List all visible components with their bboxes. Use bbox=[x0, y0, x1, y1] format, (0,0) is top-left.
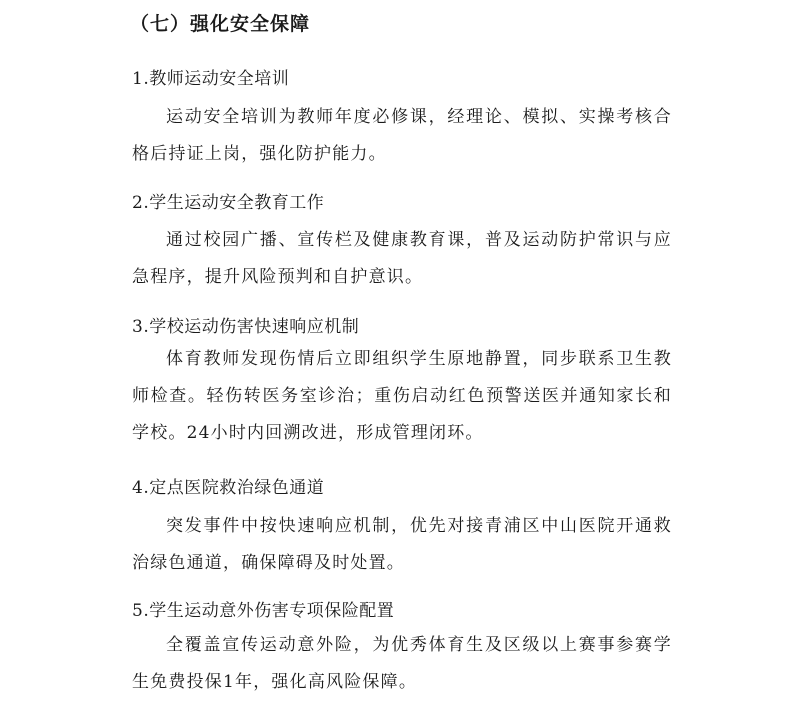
item-body-4: 突发事件中按快速响应机制，优先对接青浦区中山医院开通救治绿色通道，确保障碍及时处置。 bbox=[132, 516, 672, 573]
item-title-1: 1.教师运动安全培训 bbox=[132, 69, 290, 89]
item-body-1: 运动安全培训为教师年度必修课，经理论、模拟、实操考核合格后持证上岗，强化防护能力。 bbox=[132, 107, 672, 164]
section-heading: （七）强化安全保障 bbox=[130, 13, 311, 35]
item-title-5: 5.学生运动意外伤害专项保险配置 bbox=[132, 601, 395, 621]
item-title-2: 2.学生运动安全教育工作 bbox=[132, 193, 325, 213]
item-body-5: 全覆盖宣传运动意外险，为优秀体育生及区级以上赛事参赛学生免费投保1年，强化高风险保障。 bbox=[132, 635, 672, 692]
item-body-3: 体育教师发现伤情后立即组织学生原地静置，同步联系卫生教师检查。轻伤转医务室诊治；重伤启动红色预警送医并通知家长和学校。24小时内回溯改进，形成管理闭环。 bbox=[132, 349, 672, 443]
item-title-4: 4.定点医院救治绿色通道 bbox=[132, 478, 325, 498]
item-body-2: 通过校园广播、宣传栏及健康教育课，普及运动防护常识与应急程序，提升风险预判和自护意识。 bbox=[132, 230, 672, 287]
item-title-3: 3.学校运动伤害快速响应机制 bbox=[132, 317, 360, 337]
